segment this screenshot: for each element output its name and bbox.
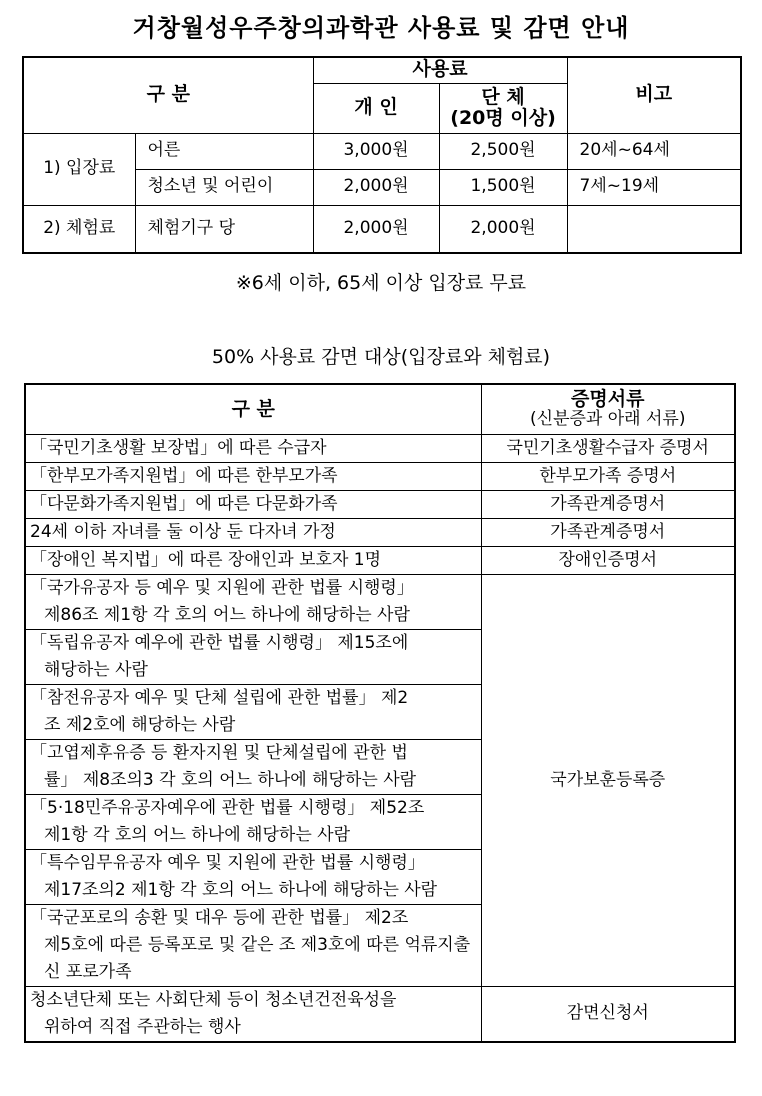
discount-table <box>24 383 736 1043</box>
free-admission-note: ※6세 이하, 65세 이상 입장료 무료 <box>235 272 527 294</box>
discount-header-category: 구 분 <box>25 384 481 434</box>
veteran-item <box>25 904 481 986</box>
experience-remark <box>567 205 741 253</box>
veteran-item-line1: 「고엽제후유증 등 환자지원 및 단체설립에 관한 법 <box>30 742 408 763</box>
experience-label: 2) 체험료 <box>23 205 135 253</box>
discount-header-docs-label: 증명서류 <box>571 387 645 410</box>
discount-row-target: 「한부모가족지원법」에 따른 한부모가족 <box>25 462 481 490</box>
page-title: 거창월성우주창의과학관 사용료 및 감면 안내 <box>132 14 630 42</box>
fee-header-individual: 개 인 <box>313 83 439 133</box>
veteran-doc: 국가보훈등록증 <box>481 574 735 986</box>
discount-row-target: 「다문화가족지원법」에 따른 다문화가족 <box>25 490 481 518</box>
veteran-item-line1: 「특수임무유공자 예우 및 지원에 관한 법률 시행령」 <box>30 852 425 873</box>
youth-event-doc: 감면신청서 <box>481 986 735 1042</box>
youth-event-line1: 청소년단체 또는 사회단체 등이 청소년건전육성을 <box>30 989 397 1010</box>
discount-row-target: 「장애인 복지법」에 따른 장애인과 보호자 1명 <box>25 546 481 574</box>
discount-row-target: 24세 이하 자녀를 둘 이상 둔 다자녀 가정 <box>25 518 481 546</box>
admission-adult-individual: 3,000원 <box>313 133 439 169</box>
youth-event-rest: 위하여 직접 주관하는 행사 <box>44 1016 241 1037</box>
admission-adult-remark: 20세~64세 <box>567 133 741 169</box>
fee-header-usage: 사용료 <box>313 57 567 83</box>
experience-type: 체험기구 당 <box>135 205 313 253</box>
discount-row-doc: 국민기초생활수급자 증명서 <box>481 434 735 462</box>
discount-row-doc: 장애인증명서 <box>481 546 735 574</box>
discount-row-target: 「국민기초생활 보장법」에 따른 수급자 <box>25 434 481 462</box>
veteran-item-rest: 제17조의2 제1항 각 호의 어느 하나에 해당하는 사람 <box>44 879 438 900</box>
admission-label: 1) 입장료 <box>23 133 135 205</box>
veteran-item-rest: 해당하는 사람 <box>44 659 148 680</box>
fee-header-remarks: 비고 <box>567 57 741 133</box>
veteran-item-line1: 「국가유공자 등 예우 및 지원에 관한 법률 시행령」 <box>30 577 414 598</box>
admission-youth-type: 청소년 및 어린이 <box>135 169 313 205</box>
discount-row-doc: 가족관계증명서 <box>481 518 735 546</box>
admission-youth-group: 1,500원 <box>439 169 567 205</box>
veteran-item-rest: 제86조 제1항 각 호의 어느 하나에 해당하는 사람 <box>44 604 410 625</box>
fee-header-group-note: (20명 이상) <box>450 107 556 129</box>
admission-adult-group: 2,500원 <box>439 133 567 169</box>
veteran-item <box>25 684 481 739</box>
fee-table <box>22 56 742 254</box>
admission-youth-remark: 7세~19세 <box>567 169 741 205</box>
veteran-item-rest: 률」 제8조의3 각 호의 어느 하나에 해당하는 사람 <box>44 769 417 790</box>
veteran-item-line1: 「독립유공자 예우에 관한 법률 시행령」 제15조에 <box>30 632 409 653</box>
veteran-item <box>25 574 481 629</box>
veteran-item <box>25 849 481 904</box>
admission-youth-individual: 2,000원 <box>313 169 439 205</box>
veteran-item-rest: 제5호에 따른 등록포로 및 같은 조 제3호에 따른 억류지출신 포로가족 <box>44 934 471 982</box>
discount-row-doc: 한부모가족 증명서 <box>481 462 735 490</box>
veteran-item-rest: 제1항 각 호의 어느 하나에 해당하는 사람 <box>44 824 350 845</box>
experience-group: 2,000원 <box>439 205 567 253</box>
veteran-item <box>25 739 481 794</box>
veteran-item-rest: 조 제2호에 해당하는 사람 <box>44 714 236 735</box>
discount-row-doc: 가족관계증명서 <box>481 490 735 518</box>
fee-header-category: 구 분 <box>23 57 313 133</box>
fee-header-group <box>439 83 567 133</box>
veteran-item-line1: 「참전유공자 예우 및 단체 설립에 관한 법률」 제2 <box>30 687 409 708</box>
admission-adult-type: 어른 <box>135 133 313 169</box>
discount-title: 50% 사용료 감면 대상(입장료와 체험료) <box>211 346 551 368</box>
experience-individual: 2,000원 <box>313 205 439 253</box>
veteran-item <box>25 794 481 849</box>
fee-header-group-label: 단 체 <box>481 86 525 109</box>
discount-header-docs <box>481 384 735 434</box>
veteran-item-line1: 「5·18민주유공자예우에 관한 법률 시행령」 제52조 <box>30 797 425 818</box>
veteran-item-line1: 「국군포로의 송환 및 대우 등에 관한 법률」 제2조 <box>30 907 409 928</box>
discount-header-docs-sub: (신분증과 아래 서류) <box>530 409 686 430</box>
youth-event-target <box>25 986 481 1042</box>
veteran-item <box>25 629 481 684</box>
